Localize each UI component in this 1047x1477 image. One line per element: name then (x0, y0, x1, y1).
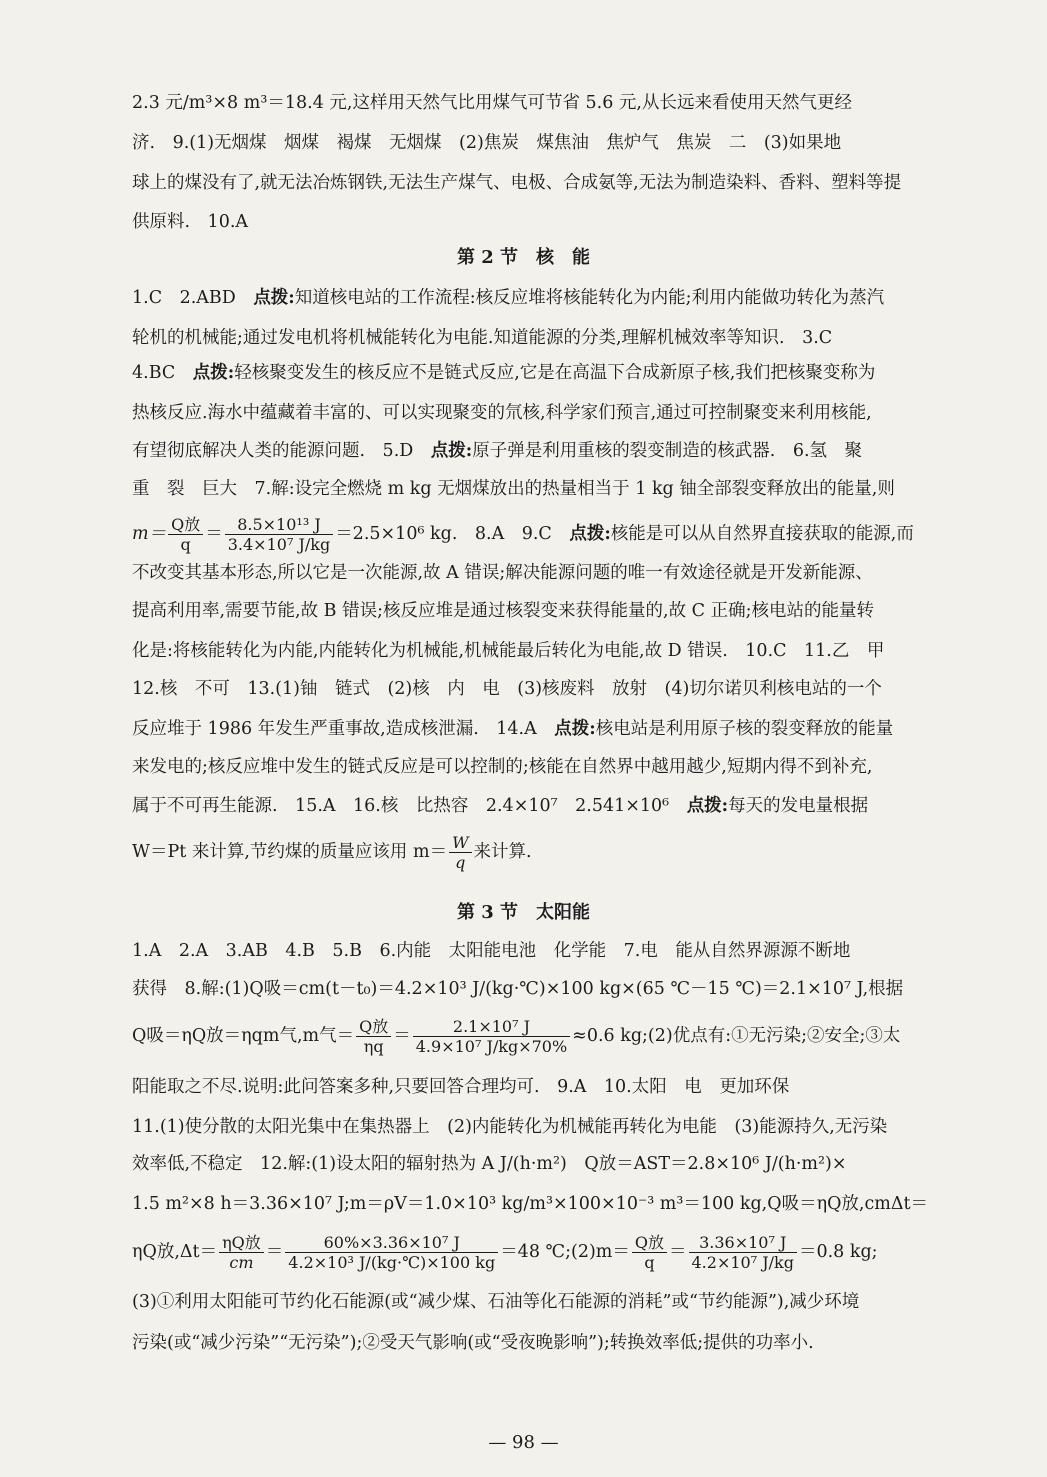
fraction-numerator: 3.36×10⁷ J (689, 1233, 797, 1253)
text-line: 获得 8.解:(1)Q吸＝cm(t－t₀)＝4.2×10³ J/(kg·℃)×100 kg×(65 ℃－15 ℃)＝2.1×10⁷ J,根据 (132, 979, 904, 999)
answer-text: Q吸＝ηQ放＝ηqm气,m气＝ (132, 1026, 355, 1046)
fraction-denominator: q (455, 853, 466, 872)
fraction (225, 515, 333, 554)
fraction-denominator: q (644, 1253, 655, 1272)
fraction-numerator: 8.5×10¹³ J (225, 515, 333, 535)
answer-text: 1.C 2.ABD (132, 288, 254, 308)
text-line: 污染(或“减少污染”“无污染”);②受天气影响(或“受夜晚影响”);转换效率低;提供的功率小. (132, 1333, 814, 1353)
section-heading-nuclear: 第 2 节 核 能 (456, 247, 591, 268)
answer-text: W＝Pt 来计算,节约煤的质量应该用 m＝ (132, 842, 448, 862)
answer-text: 来计算. (473, 842, 532, 862)
text-line: 提高利用率,需要节能,故 B 错误;核反应堆是通过核裂变来获得能量的,故 C 正确;核电站的能量转 (132, 601, 874, 621)
fraction-denominator: 4.2×10³ J/(kg·℃)×100 kg (288, 1253, 496, 1272)
tip-text: 核电站是利用原子核的裂变释放的能量 (595, 719, 894, 739)
fraction-numerator: Q放 (356, 1017, 391, 1037)
text-line (132, 287, 947, 309)
text-line: 2.3 元/m³×8 m³＝18.4 元,这样用天然气比用煤气可节省 5.6 元,从长远来看使用天然气更经 (132, 93, 852, 113)
fraction (632, 1233, 667, 1272)
text-line: (3)①利用太阳能可节约化石能源(或“减少煤、石油等化石能源的消耗”或“节约能源”),减少环境 (132, 1292, 860, 1312)
answer-text: ηQ放,Δt＝ (132, 1242, 218, 1262)
tip-label: 点拨: (686, 796, 729, 816)
answer-text: 有望彻底解决人类的能源问题. 5.D (132, 441, 431, 461)
fraction-denominator: q (180, 535, 191, 554)
tip-text: 知道核电站的工作流程:核反应堆将核能转化为内能;利用内能做功转化为蒸汽 (294, 288, 885, 308)
text-line: 济. 9.(1)无烟煤 烟煤 褐煤 无烟煤 (2)焦炭 煤焦油 焦炉气 焦炭 二 (3)如果地 (132, 133, 842, 153)
tip-text: 核能是可以从自然界直接获取的能源,而 (610, 524, 914, 544)
formula-line: ηQ放,Δt＝ $\frac{\text{ηQ放}}{cm}$ ＝ $\frac{\text{60\%×3.36×10⁷ J}}{\text{4.2×10³ J/(kg·℃)×100 kg}}$ ＝48 ℃;(2)m＝ $\frac{\text{Q放}}{q}$ ＝ $\frac{\text{3.36×10⁷ J}}{\text{4.2×10⁷ J/kg}}$ ＝0.8 kg; (132, 1233, 878, 1272)
formula-line: Q吸＝ηQ放＝ηqm气,m气＝ $\frac{\text{Q放}}{\eta q}$ ＝ $\frac{\text{2.1×10⁷ J}}{\text{4.9×10⁷ J/kg×70\%}}$ ≈0.6 kg;(2)优点有:①无污染;②安全;③太 (132, 1017, 901, 1056)
fraction-denominator: cm (229, 1253, 254, 1272)
tip-label: 点拨: (253, 288, 295, 308)
text-line: 球上的煤没有了,就无法冶炼钢铁,无法生产煤气、电极、合成氨等,无法为制造染料、香料、塑料等提 (132, 173, 902, 193)
fraction (285, 1233, 498, 1272)
text-line: 效率低,不稳定 12.解:(1)设太阳的辐射热为 A J/(h·m²) Q放＝AST＝2.8×10⁶ J/(h·m²)× (132, 1154, 847, 1174)
text-line: 轮机的机械能;通过发电机将机械能转化为电能.知道能源的分类,理解机械效率等知识. 3.C (132, 328, 833, 348)
tip-label: 点拨: (192, 363, 235, 383)
text-line: 1.5 m²×8 h＝3.36×10⁷ J;m＝ρV＝1.0×10³ kg/m³×100×10⁻³ m³＝100 kg,Q吸＝ηQ放,cmΔt＝ (132, 1194, 929, 1214)
fraction (449, 833, 471, 872)
fraction-denominator: 3.4×10⁷ J/kg (227, 535, 331, 554)
text-line (132, 795, 947, 817)
tip-label: 点拨: (554, 719, 596, 739)
text-line: 不改变其基本形态,所以它是一次能源,故 A 错误;解决能源问题的唯一有效途径就是开发新能源、 (132, 563, 873, 583)
tip-label: 点拨: (430, 441, 473, 461)
formula-line: m＝ $\frac{\text{Q放}}{q}$ ＝ $\frac{\text{8.5×10¹³ J}}{\text{3.4×10⁷ J/kg}}$ ＝2.5×10⁶ kg. 8.A 9.C 点拨:核能是可以从自然界直接获取的能源,而 (132, 515, 914, 554)
text-line: 重 裂 巨大 7.解:设完全燃烧 m kg 无烟煤放出的热量相当于 1 kg 铀全部裂变释放出的能量,则 (132, 479, 895, 499)
page-number: — 98 — (488, 1432, 559, 1453)
fraction-numerator: ηQ放 (219, 1233, 264, 1253)
fraction (168, 515, 203, 554)
text-line: 11.(1)使分散的太阳光集中在集热器上 (2)内能转化为机械能再转化为电能 (3)能源持久,无污染 (132, 1117, 888, 1137)
text-line (132, 440, 947, 462)
fraction-numerator: Q放 (632, 1233, 667, 1253)
fraction-numerator: 2.1×10⁷ J (413, 1017, 570, 1037)
answer-text: 反应堆于 1986 年发生严重事故,造成核泄漏. 14.A (132, 719, 555, 739)
answer-text: ≈0.6 kg;(2)优点有:①无污染;②安全;③太 (572, 1026, 901, 1046)
answer-text: 属于不可再生能源. 15.A 16.核 比热容 2.4×10⁷ 2.541×10⁶ (132, 796, 687, 816)
fraction (356, 1017, 391, 1056)
answer-text: ＝48 ℃;(2)m＝ (500, 1242, 630, 1262)
answer-text: ＝0.8 kg; (798, 1242, 878, 1262)
fraction (413, 1017, 570, 1056)
fraction (689, 1233, 797, 1272)
fraction-numerator: 60%×3.36×10⁷ J (285, 1233, 498, 1253)
text-line (132, 718, 947, 740)
text-line: 阳能取之不尽.说明:此问答案多种,只要回答合理均可. 9.A 10.太阳 电 更加环保 (132, 1077, 790, 1097)
fraction-denominator: ηq (363, 1037, 384, 1056)
fraction-denominator: 4.2×10⁷ J/kg (691, 1253, 794, 1272)
answer-text: 4.BC (132, 363, 193, 383)
fraction-numerator: Q放 (168, 515, 203, 535)
tip-text: 原子弹是利用重核的裂变制造的核武器. 6.氢 聚 (472, 441, 863, 461)
text-line: 12.核 不可 13.(1)铀 链式 (2)核 内 电 (3)核废料 放射 (4)切尔诺贝利核电站的一个 (132, 679, 882, 699)
text-line: 来发电的;核反应堆中发生的链式反应是可以控制的;核能在自然界中越用越少,短期内得不到补充, (132, 757, 873, 777)
text-line: 1.A 2.A 3.AB 4.B 5.B 6.内能 太阳能电池 化学能 7.电 能从自然界源源不断地 (132, 941, 851, 961)
tip-label: 点拨: (569, 524, 611, 544)
tip-text: 轻核聚变发生的核反应不是链式反应,它是在高温下合成新原子核,我们把核聚变称为 (234, 363, 876, 383)
formula-line (132, 830, 947, 874)
text-line: 供原料. 10.A (132, 212, 249, 232)
text-line: 热核反应.海水中蕴藏着丰富的、可以实现聚变的氘核,科学家们预言,通过可控制聚变来利用核能, (132, 403, 872, 423)
tip-text: 每天的发电量根据 (728, 796, 869, 816)
text-line: 化是:将核能转化为内能,内能转化为机械能,机械能最后转化为电能,故 D 错误. 10.C 11.乙 甲 (132, 641, 885, 661)
section-heading-solar: 第 3 节 太阳能 (456, 902, 591, 923)
text-line (132, 362, 947, 384)
answer-text: ＝2.5×10⁶ kg. 8.A 9.C (335, 524, 570, 544)
answer-text: m＝ (132, 524, 167, 544)
fraction-denominator: 4.9×10⁷ J/kg×70% (415, 1037, 568, 1056)
fraction-numerator: W (449, 833, 471, 853)
fraction (219, 1233, 264, 1272)
